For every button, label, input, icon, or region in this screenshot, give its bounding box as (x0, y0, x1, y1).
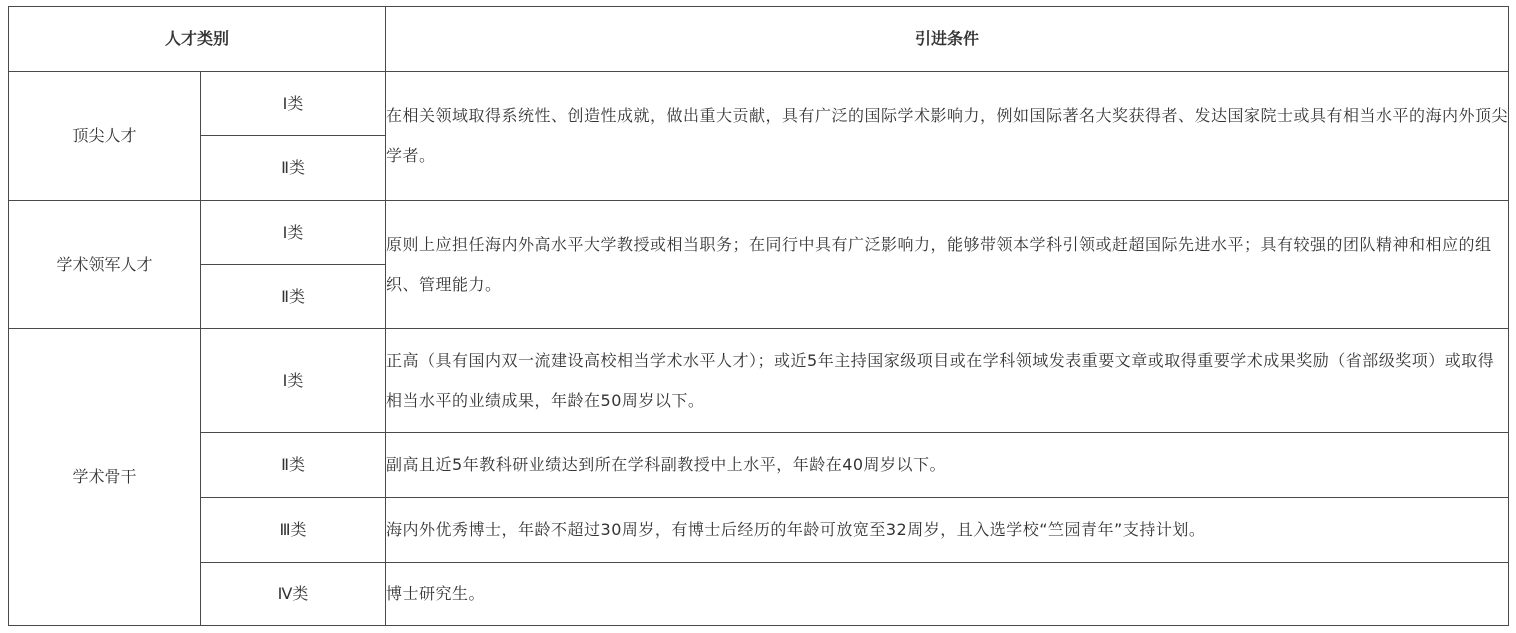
header-category: 人才类别 (9, 7, 386, 72)
level-cell: Ⅱ类 (201, 433, 386, 498)
level-cell: Ⅱ类 (201, 136, 386, 201)
level-cell: Ⅲ类 (201, 498, 386, 563)
level-cell: Ⅰ类 (201, 201, 386, 265)
condition-cell: 原则上应担任海内外高水平大学教授或相当职务；在同行中具有广泛影响力，能够带领本学科引领或赶超国际先进水平；具有较强的团队精神和相应的组织、管理能力。 (386, 201, 1509, 329)
category-top-talent: 顶尖人才 (9, 72, 201, 201)
level-cell: Ⅳ类 (201, 563, 386, 626)
table-header-row (9, 7, 1509, 72)
condition-cell: 海内外优秀博士，年龄不超过30周岁，有博士后经历的年龄可放宽至32周岁，且入选学校“竺园青年”支持计划。 (386, 498, 1509, 563)
level-cell: Ⅰ类 (201, 72, 386, 136)
level-cell: Ⅰ类 (201, 329, 386, 433)
table-row (9, 72, 1509, 136)
condition-cell: 在相关领域取得系统性、创造性成就，做出重大贡献，具有广泛的国际学术影响力，例如国际著名大奖获得者、发达国家院士或具有相当水平的海内外顶尖学者。 (386, 72, 1509, 201)
table-row (9, 329, 1509, 433)
condition-cell: 副高且近5年教科研业绩达到所在学科副教授中上水平，年龄在40周岁以下。 (386, 433, 1509, 498)
category-academic-backbone: 学术骨干 (9, 329, 201, 626)
header-conditions: 引进条件 (386, 7, 1509, 72)
table-row (9, 563, 1509, 626)
category-academic-leader: 学术领军人才 (9, 201, 201, 329)
table-row (9, 498, 1509, 563)
condition-cell: 正高（具有国内双一流建设高校相当学术水平人才）；或近5年主持国家级项目或在学科领域发表重要文章或取得重要学术成果奖励（省部级奖项）或取得相当水平的业绩成果，年龄在50周岁以下。 (386, 329, 1509, 433)
talent-criteria-table (8, 6, 1509, 626)
level-cell: Ⅱ类 (201, 265, 386, 329)
talent-table-container (8, 6, 1509, 626)
table-row (9, 201, 1509, 265)
table-row (9, 433, 1509, 498)
condition-cell: 博士研究生。 (386, 563, 1509, 626)
